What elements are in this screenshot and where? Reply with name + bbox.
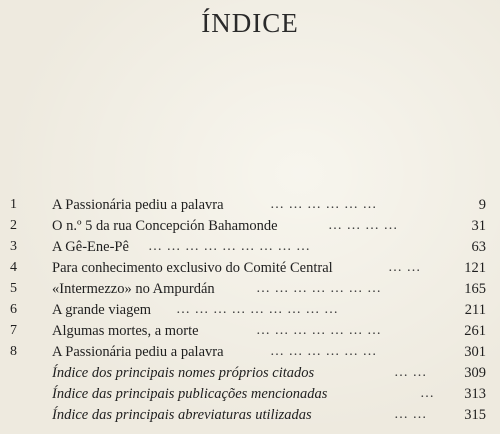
leader-dots: … … … … … … … <box>256 281 382 296</box>
chapter-number: 7 <box>10 323 17 338</box>
chapter-number: 6 <box>10 302 17 317</box>
toc-entry <box>0 300 500 320</box>
page-number: 301 <box>464 344 486 360</box>
leader-dots: … … … … … … <box>270 344 377 359</box>
chapter-title: Algumas mortes, a morte <box>52 323 199 339</box>
toc-entry <box>0 237 500 257</box>
chapter-title: A Gê-Ene-Pê <box>52 239 129 255</box>
page-number: 313 <box>464 386 486 402</box>
toc-entry <box>0 216 500 236</box>
chapter-title: A Passionária pediu a palavra <box>52 344 224 360</box>
chapter-title: O n.º 5 da rua Concepción Bahamonde <box>52 218 278 234</box>
chapter-number: 4 <box>10 260 17 275</box>
leader-dots: … <box>420 386 435 401</box>
toc-entry <box>0 258 500 278</box>
index-title: Índice das principais abreviaturas utilizadas <box>52 407 312 423</box>
chapter-title: A Passionária pediu a palavra <box>52 197 224 213</box>
toc-entry <box>0 342 500 362</box>
toc-entry <box>0 384 500 404</box>
chapter-title: Para conhecimento exclusivo do Comité Central <box>52 260 333 276</box>
index-title: Índice das principais publicações mencionadas <box>52 386 328 402</box>
page-title: ÍNDICE <box>201 8 299 38</box>
page-number: 121 <box>464 260 486 276</box>
chapter-number: 2 <box>10 218 17 233</box>
toc-entry <box>0 195 500 215</box>
page-number: 211 <box>464 302 486 318</box>
leader-dots: … … … … … … … <box>256 323 382 338</box>
toc-entry <box>0 279 500 299</box>
toc-entry <box>0 363 500 383</box>
leader-dots: … … <box>394 365 427 380</box>
page-number: 165 <box>464 281 486 297</box>
index-title: Índice dos principais nomes próprios citados <box>52 365 315 381</box>
chapter-number: 1 <box>10 197 17 212</box>
page-number: 261 <box>464 323 486 339</box>
toc-entry <box>0 405 500 425</box>
chapter-title: «Intermezzo» no Ampurdán <box>52 281 215 297</box>
chapter-number: 3 <box>10 239 17 254</box>
page-number: 63 <box>471 239 486 255</box>
page-number: 31 <box>471 218 486 234</box>
toc-entry <box>0 321 500 341</box>
leader-dots: … … … … <box>328 218 398 233</box>
chapter-title: A grande viagem <box>52 302 152 318</box>
chapter-number: 5 <box>10 281 17 296</box>
chapter-number: 8 <box>10 344 17 359</box>
leader-dots: … … … … … … … … … <box>176 302 339 317</box>
leader-dots: … … … … … … … … … <box>148 239 311 254</box>
page-number: 309 <box>464 365 486 381</box>
page-number: 315 <box>464 407 486 423</box>
leader-dots: … … <box>394 407 427 422</box>
leader-dots: … … <box>388 260 421 275</box>
leader-dots: … … … … … … <box>270 197 377 212</box>
page-number: 9 <box>478 197 486 213</box>
